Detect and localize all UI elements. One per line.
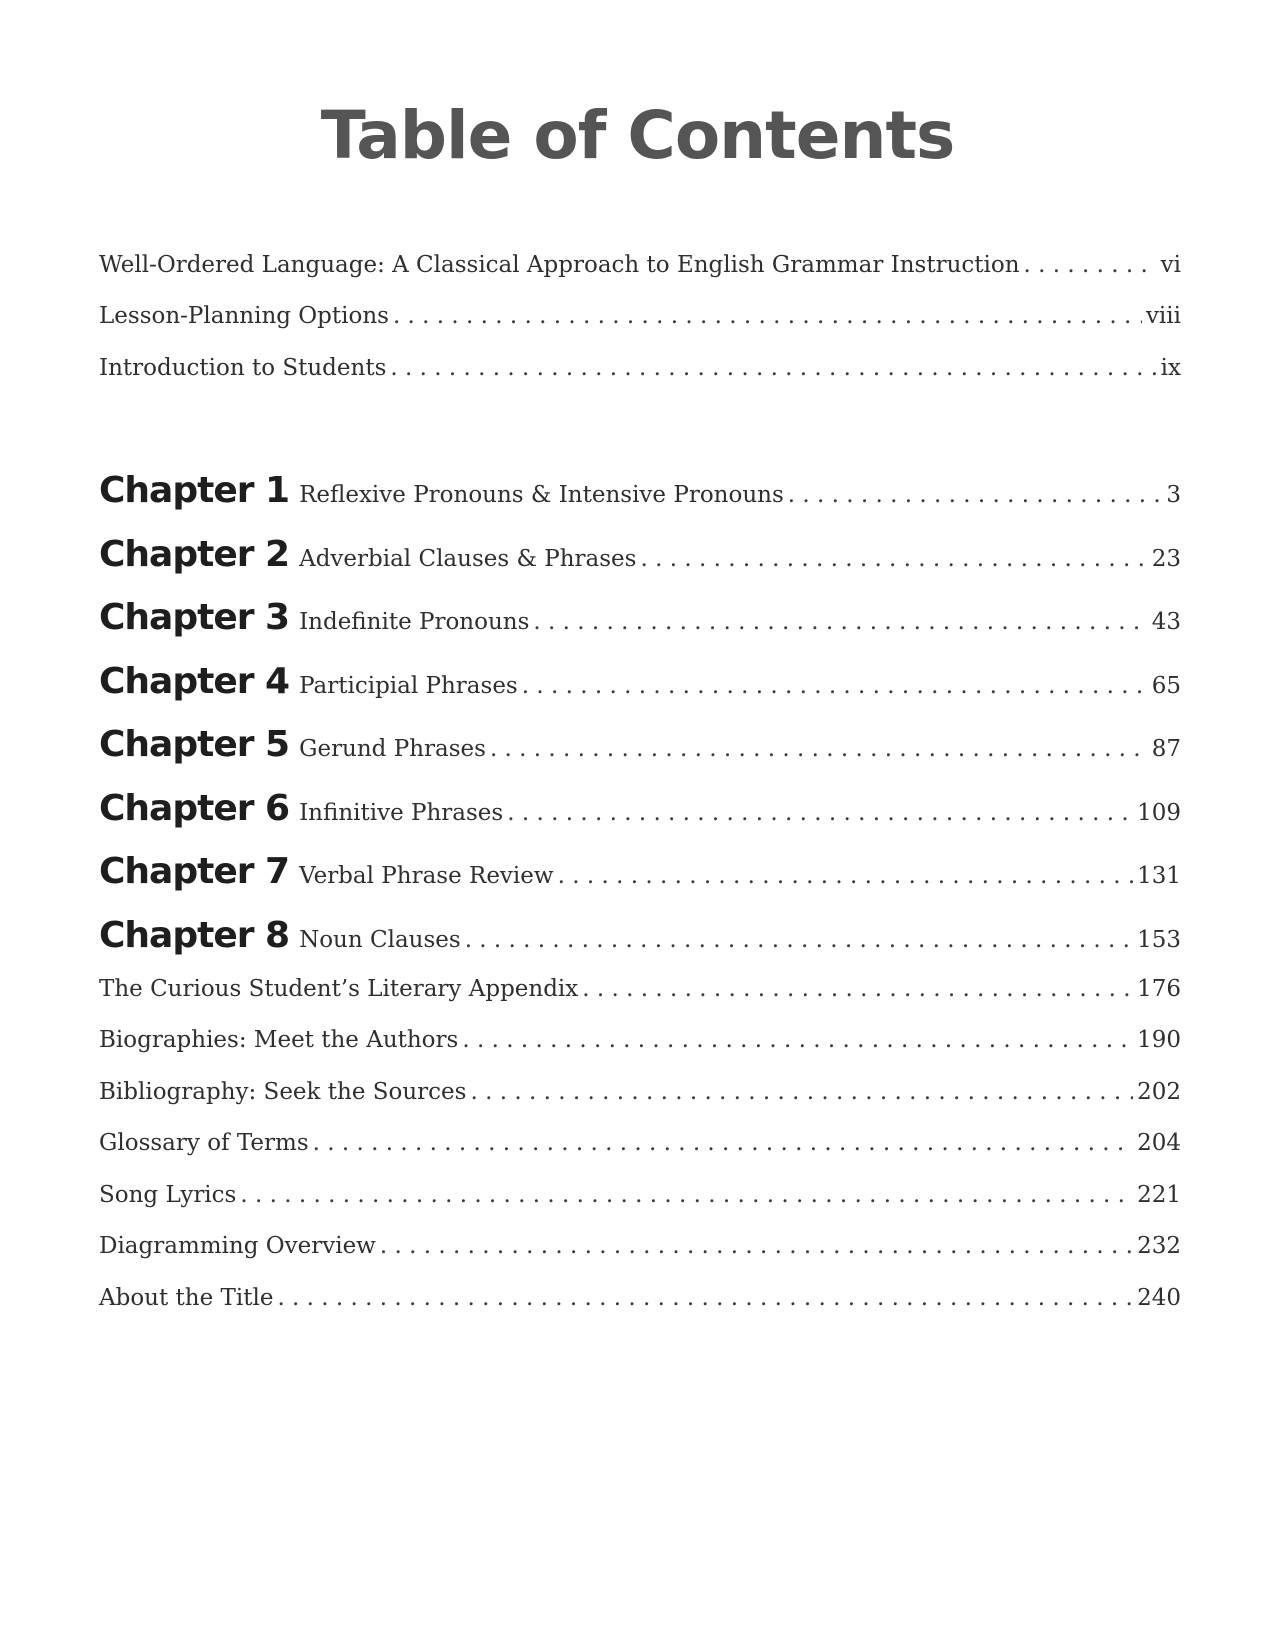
dot-leader: [380, 1233, 1133, 1259]
dot-leader: [533, 609, 1147, 635]
toc-chapter-5[interactable]: [99, 724, 1181, 765]
toc-page-number: 221: [1137, 1182, 1181, 1208]
toc-chapter-1[interactable]: [99, 470, 1181, 511]
toc-page-number: 131: [1137, 863, 1181, 889]
toc-chapter-7[interactable]: [99, 851, 1181, 892]
toc-entry-back-7[interactable]: [99, 1285, 1181, 1311]
chapter-label: Chapter 1: [99, 470, 290, 511]
toc-entry-title: Infinitive Phrases: [299, 800, 504, 826]
chapter-label: Chapter 3: [99, 597, 290, 638]
toc-page-number: 23: [1151, 546, 1181, 572]
dot-leader: [462, 1027, 1133, 1053]
toc-entry-title: Lesson-Planning Options: [99, 303, 389, 329]
toc-entry-back-2[interactable]: [99, 1027, 1181, 1053]
toc-entry-title: Glossary of Terms: [99, 1130, 309, 1156]
dot-leader: [1024, 252, 1157, 278]
chapter-label: Chapter 7: [99, 851, 290, 892]
chapter-label: Chapter 4: [99, 661, 290, 702]
toc-chapter-3[interactable]: [99, 597, 1181, 638]
toc-page-number: viii: [1145, 303, 1181, 329]
toc-entry-title: Diagramming Overview: [99, 1233, 376, 1259]
toc-entry-front-3[interactable]: [99, 355, 1181, 381]
chapter-label: Chapter 2: [99, 534, 290, 575]
toc-page-number: 232: [1137, 1233, 1181, 1259]
toc-entry-title: The Curious Student’s Literary Appendix: [99, 976, 579, 1002]
chapter-label: Chapter 5: [99, 724, 290, 765]
toc-entry-back-6[interactable]: [99, 1233, 1181, 1259]
toc-entry-back-4[interactable]: [99, 1130, 1181, 1156]
toc-entry-back-5[interactable]: [99, 1182, 1181, 1208]
dot-leader: [393, 303, 1142, 329]
toc-entry-title: Noun Clauses: [299, 927, 461, 953]
toc-entry-title: Verbal Phrase Review: [299, 863, 554, 889]
toc-page-number: 43: [1151, 609, 1181, 635]
toc-page-number: 176: [1137, 976, 1181, 1002]
toc-chapter-8[interactable]: [99, 915, 1181, 956]
dot-leader: [558, 863, 1134, 889]
toc-page-number: 87: [1151, 736, 1181, 762]
toc-entry-title: Reflexive Pronouns & Intensive Pronouns: [299, 482, 784, 508]
toc-entry-title: Indefinite Pronouns: [299, 609, 530, 635]
toc-entry-title: Introduction to Students: [99, 355, 387, 381]
toc-entry-front-1[interactable]: [99, 252, 1181, 278]
toc-chapter-2[interactable]: [99, 534, 1181, 575]
toc-entry-title: Well-Ordered Language: A Classical Approach to English Grammar Instruction: [99, 252, 1020, 278]
page-title: Table of Contents: [320, 97, 955, 174]
toc-entry-front-2[interactable]: [99, 303, 1181, 329]
toc-entry-title: Participial Phrases: [299, 673, 518, 699]
toc-page-number: 190: [1137, 1027, 1181, 1053]
dot-leader: [522, 673, 1148, 699]
toc-entry-title: Biographies: Meet the Authors: [99, 1027, 459, 1053]
dot-leader: [390, 355, 1156, 381]
toc-entry-title: Bibliography: Seek the Sources: [99, 1079, 467, 1105]
toc-entry-title: Adverbial Clauses & Phrases: [299, 546, 637, 572]
toc-entry-back-3[interactable]: [99, 1079, 1181, 1105]
dot-leader: [640, 546, 1147, 572]
toc-entry-title: About the Title: [99, 1285, 274, 1311]
dot-leader: [470, 1079, 1133, 1105]
toc-page-number: 204: [1137, 1130, 1181, 1156]
toc-page-number: ix: [1160, 355, 1181, 381]
dot-leader: [788, 482, 1163, 508]
dot-leader: [313, 1130, 1133, 1156]
toc-page-number: 240: [1137, 1285, 1181, 1311]
toc-chapter-6[interactable]: [99, 788, 1181, 829]
toc-entry-back-1[interactable]: [99, 976, 1181, 1002]
toc-entry-title: Gerund Phrases: [299, 736, 486, 762]
toc-page-number: 153: [1137, 927, 1181, 953]
chapter-label: Chapter 8: [99, 915, 290, 956]
dot-leader: [490, 736, 1148, 762]
chapter-label: Chapter 6: [99, 788, 290, 829]
toc-page-number: vi: [1160, 252, 1181, 278]
dot-leader: [240, 1182, 1133, 1208]
dot-leader: [465, 927, 1133, 953]
toc-page-number: 109: [1137, 800, 1181, 826]
dot-leader: [277, 1285, 1133, 1311]
toc-page-number: 202: [1137, 1079, 1181, 1105]
toc-page-number: 65: [1151, 673, 1181, 699]
toc-entry-title: Song Lyrics: [99, 1182, 237, 1208]
dot-leader: [507, 800, 1133, 826]
toc-page-number: 3: [1166, 482, 1181, 508]
toc-chapter-4[interactable]: [99, 661, 1181, 702]
dot-leader: [582, 976, 1133, 1002]
